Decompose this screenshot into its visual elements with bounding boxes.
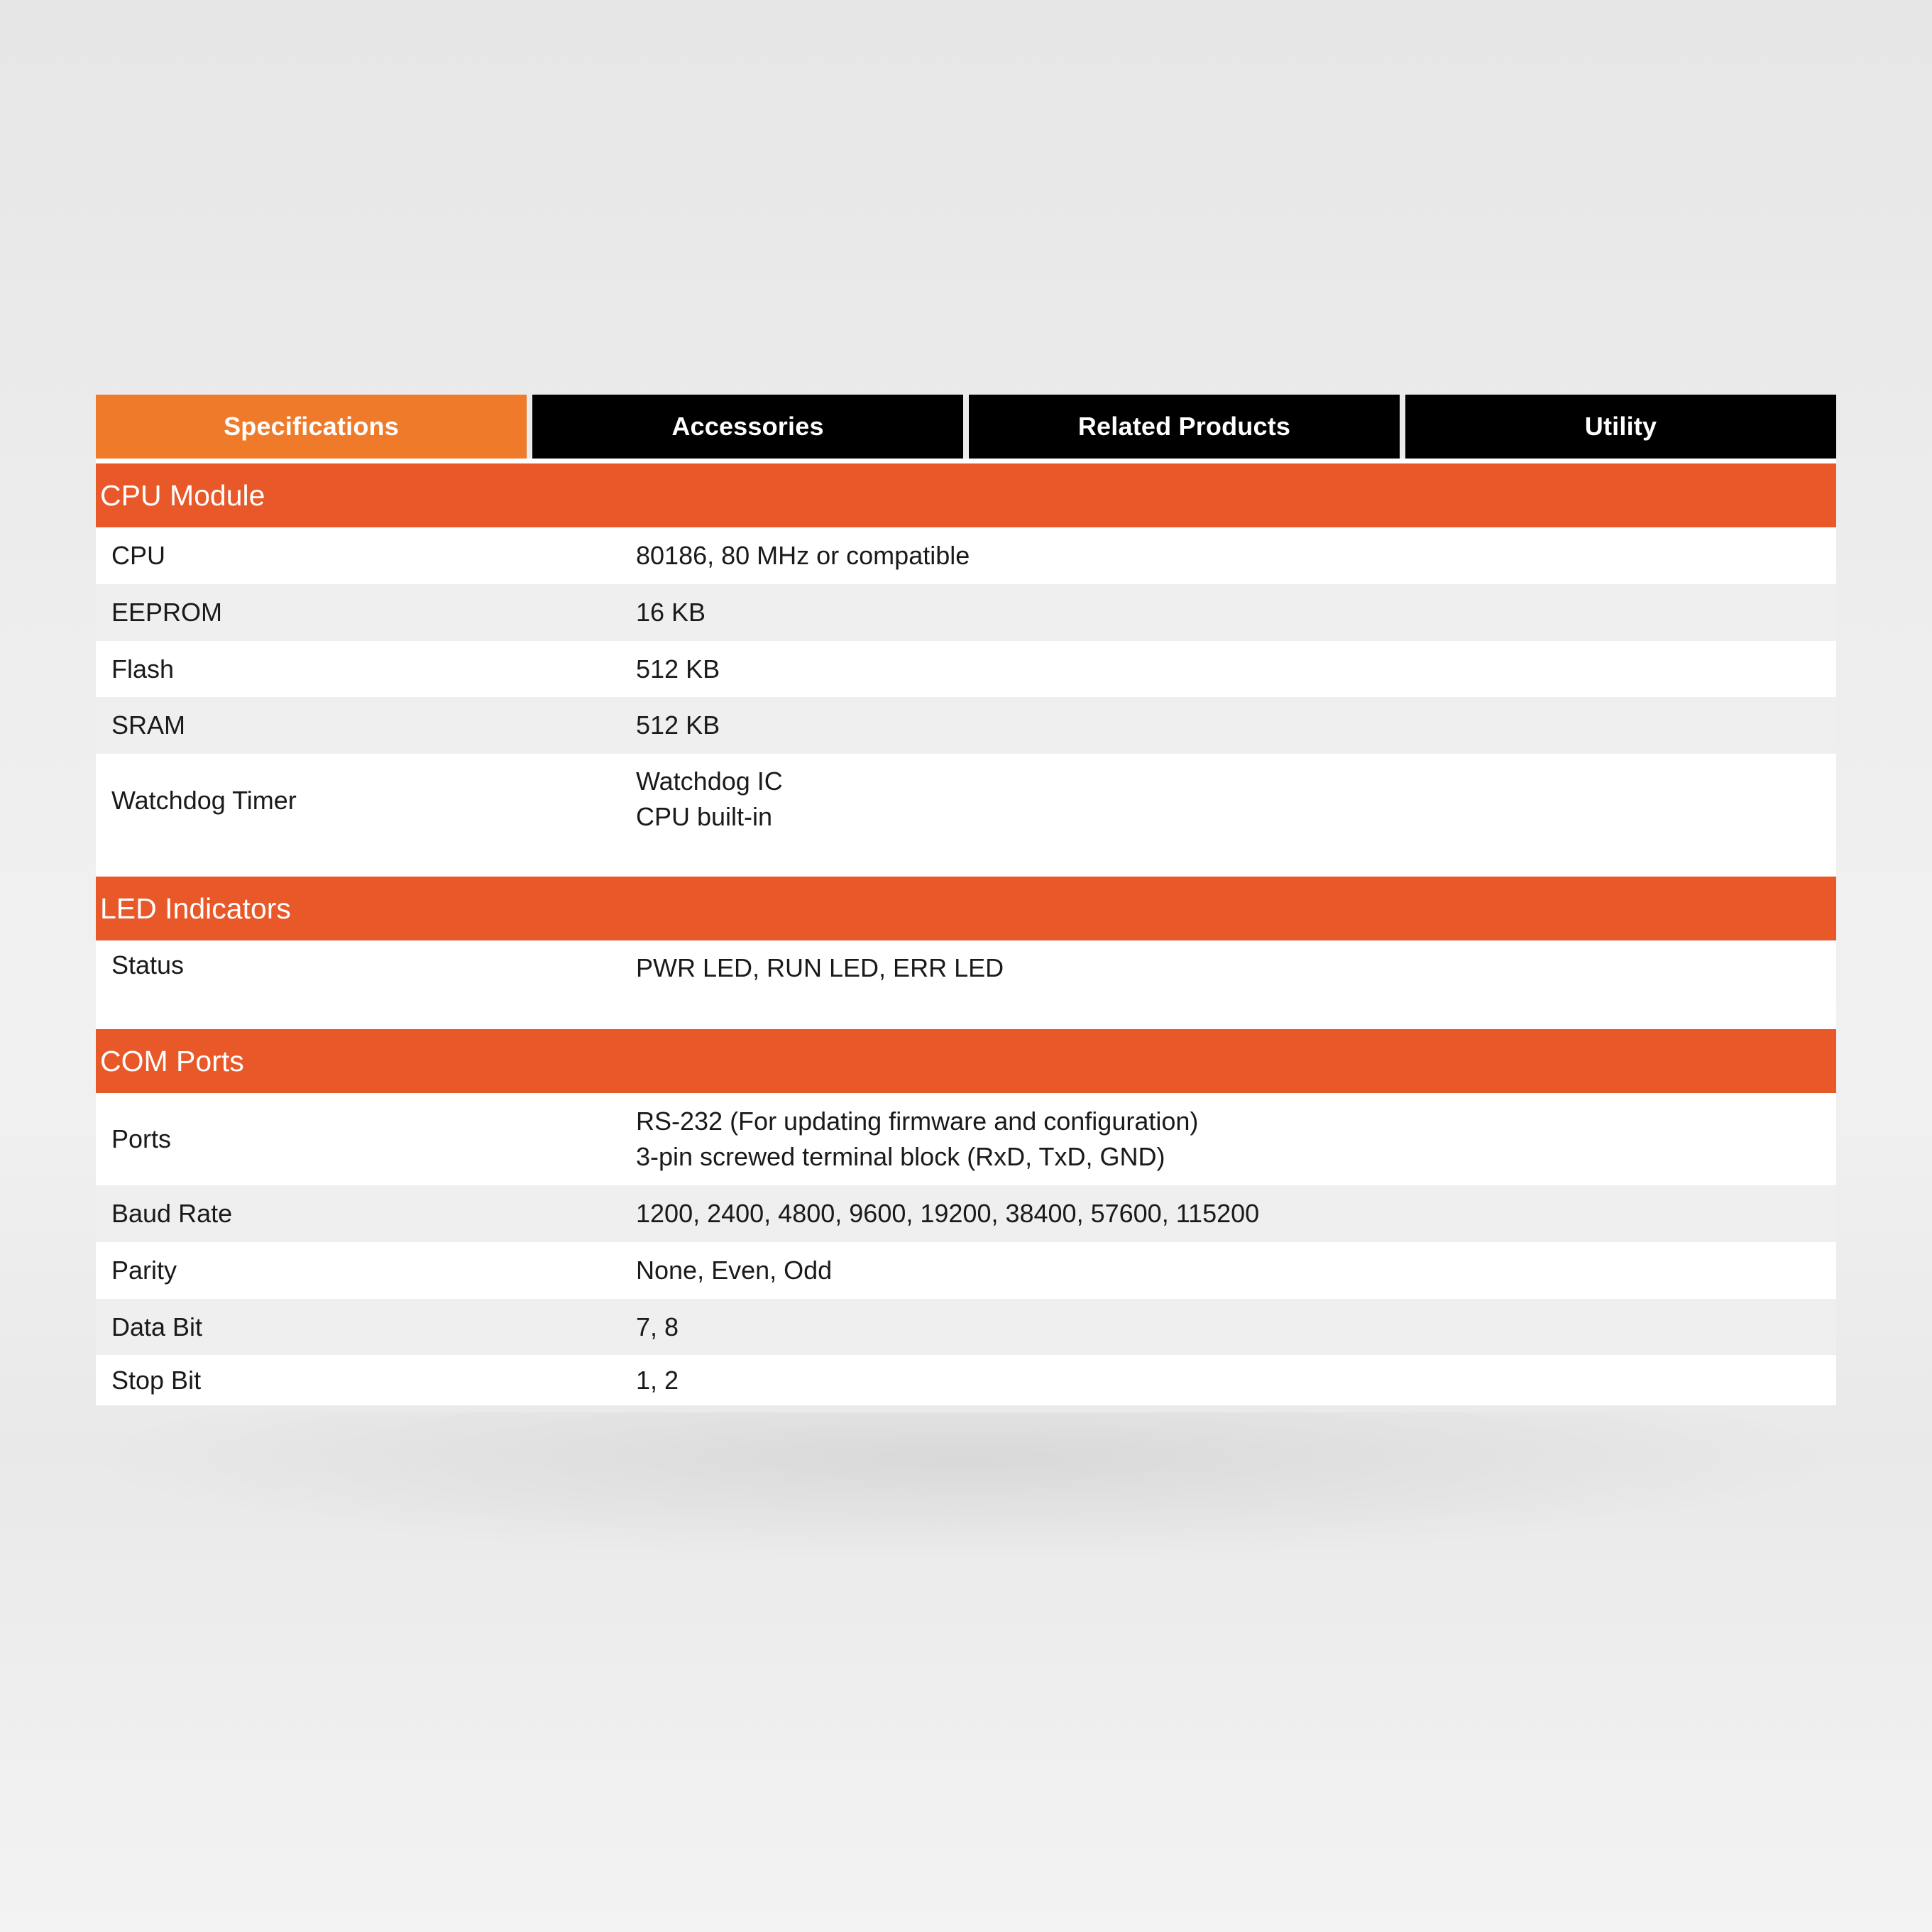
spec-value-line: Watchdog IC: [636, 767, 783, 796]
tab-accessories[interactable]: Accessories: [532, 395, 963, 459]
spec-value: None, Even, Odd: [636, 1256, 833, 1285]
spec-value: 7, 8: [636, 1312, 679, 1341]
spec-row-status: [96, 940, 1836, 1029]
spec-label: SRAM: [111, 710, 186, 740]
spec-row-eeprom: [96, 584, 1836, 641]
spec-label: EEPROM: [111, 598, 223, 627]
spec-value-line: RS-232 (For updating firmware and configuration): [636, 1107, 1199, 1136]
spec-row-sram: [96, 697, 1836, 754]
spec-label: Parity: [111, 1256, 177, 1285]
spec-row-baud-rate: [96, 1185, 1836, 1242]
spec-label: Baud Rate: [111, 1199, 233, 1228]
spec-row-parity: [96, 1242, 1836, 1299]
spec-value: 512 KB: [636, 710, 720, 740]
spec-value-line: 3-pin screwed terminal block (RxD, TxD, GND): [636, 1142, 1165, 1171]
spec-value: 512 KB: [636, 654, 720, 684]
tab-specifications[interactable]: Specifications: [96, 395, 527, 459]
spec-row-ports: [96, 1093, 1836, 1185]
spec-value: 16 KB: [636, 598, 706, 627]
spec-value: [622, 1104, 1198, 1175]
tab-bar: [96, 395, 1836, 463]
spec-value-line: CPU built-in: [636, 802, 773, 831]
spec-value: [622, 754, 783, 835]
spec-row-cpu: [96, 527, 1836, 584]
spec-panel: [96, 395, 1836, 1405]
tab-utility[interactable]: Utility: [1405, 395, 1836, 459]
spec-value: 80186, 80 MHz or compatible: [636, 541, 970, 570]
spec-label: Status: [111, 950, 185, 979]
spec-value: PWR LED, RUN LED, ERR LED: [636, 953, 1004, 982]
spec-row-stop-bit: [96, 1355, 1836, 1405]
spec-row-watchdog-timer: [96, 754, 1836, 877]
spec-value: 1, 2: [636, 1365, 679, 1395]
spec-label: CPU: [111, 541, 166, 570]
spec-label: Ports: [111, 1124, 172, 1153]
section-header-led-indicators: LED Indicators: [96, 877, 1836, 940]
spec-label: Flash: [111, 654, 175, 684]
background-shadow: [0, 1412, 1932, 1569]
spec-label: Data Bit: [111, 1312, 203, 1341]
spec-label: Stop Bit: [111, 1365, 202, 1395]
section-header-cpu-module: CPU Module: [96, 463, 1836, 527]
spec-label: Watchdog Timer: [111, 786, 297, 815]
spec-row-flash: [96, 641, 1836, 697]
spec-row-data-bit: [96, 1299, 1836, 1355]
section-header-com-ports: COM Ports: [96, 1029, 1836, 1093]
tab-related-products[interactable]: Related Products: [969, 395, 1400, 459]
spec-value: 1200, 2400, 4800, 9600, 19200, 38400, 57600, 115200: [636, 1199, 1260, 1228]
